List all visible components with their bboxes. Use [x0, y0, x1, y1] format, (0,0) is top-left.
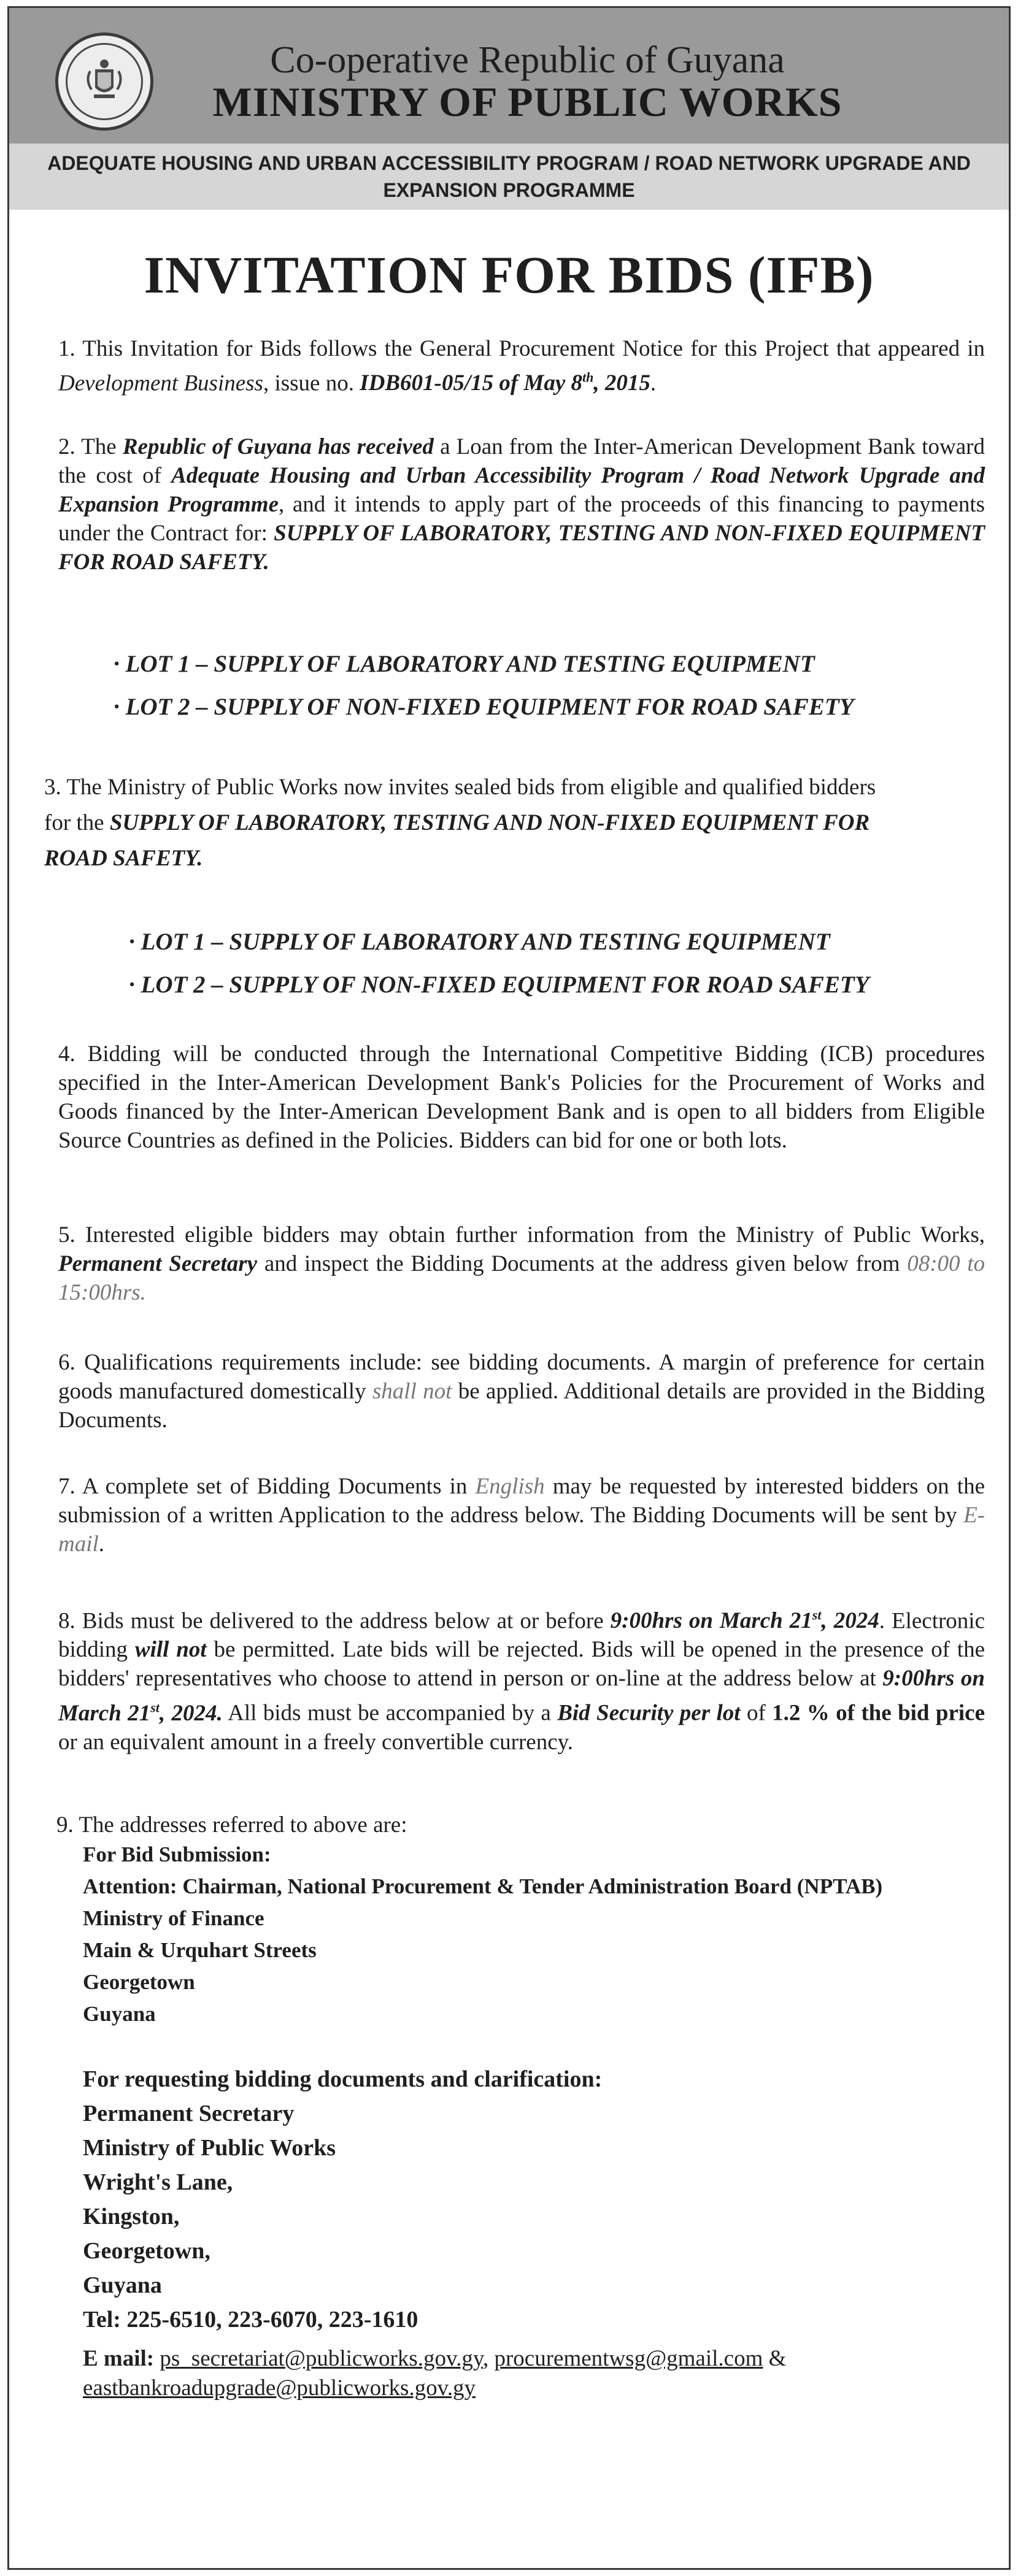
p2-contract: SUPPLY OF LABORATORY, TESTING AND NON-FIXED EQUIPMENT FOR ROAD SAFETY.: [58, 521, 985, 575]
requesting-heading: For requesting bidding documents and clarification:: [83, 2066, 603, 2092]
header: [9, 8, 1009, 144]
p5-emphasis: Permanent Secretary: [58, 1251, 258, 1276]
email-link[interactable]: procurementwsg@gmail.com: [494, 2346, 763, 2371]
submission-heading: For Bid Submission:: [83, 1842, 271, 1866]
p2-program-name: Adequate Housing and Urban Accessibility Program / Road Network Upgrade and Expansion Programme: [58, 463, 985, 517]
email-label: E mail:: [83, 2346, 155, 2371]
lot-1: · LOT 1 – SUPPLY OF LABORATORY AND TESTING EQUIPMENT: [114, 651, 815, 677]
paragraph-4: 4. Bidding will be conducted through the International Competitive Bidding (ICB) procedures specified in the Inter-American Development Bank's Policies for the Procurement of Works and Goods financed by the Inter-American Development Bank and is open to all bidders from Eligible Source Countries as defined in the Policies. Bidders can bid for one or both lots.: [58, 1041, 985, 1153]
paragraph-8: 8. Bids must be delivered to the address below at or before 9:00hrs on March 21st, 2024. Electronic bidding will not be permitted. Late bids will be rejected. Bids will be opened in the presence of the bidders' representatives who choose to attend in person or on-line at the address below at 9:00hrs on March 21st, 2024. All bids must be accompanied by a Bid Security per lot of 1.2 % of the bid price or an equivalent amount in a freely convertible currency.: [58, 1608, 985, 1755]
lot-2: · LOT 2 – SUPPLY OF NON-FIXED EQUIPMENT FOR ROAD SAFETY: [114, 694, 854, 720]
paragraph-6: 6. Qualifications requirements include: see bidding documents. A margin of preference for certain goods manufactured domestically shall not be applied. Additional details are provided in the Bidding Documents.: [58, 1350, 985, 1433]
paragraph-9: 9. The addresses referred to above are:: [56, 1812, 407, 1838]
p2-emphasis: Republic of Guyana has received: [122, 434, 434, 459]
ministry-name: MINISTRY OF PUBLIC WORKS: [212, 79, 843, 125]
address-line: Ministry of Finance: [83, 1906, 264, 1930]
page-title: INVITATION FOR BIDS (IFB): [144, 245, 874, 304]
p8-percent: 1.2 % of the bid price: [772, 1700, 985, 1726]
paragraph-7: 7. A complete set of Bidding Documents in English may be requested by interested bidders on the submission of a written Application to the address below. The Bidding Documents will be sent by E-mail.: [58, 1474, 985, 1557]
address-line: Georgetown,: [83, 2238, 210, 2264]
submission-address: [83, 1839, 882, 2030]
p8-emphasis: will not: [134, 1637, 207, 1663]
p6-emphasis: shall not: [372, 1379, 452, 1404]
address-line: Guyana: [83, 2272, 162, 2298]
requesting-address: [83, 2062, 602, 2337]
p1-text: 1. This Invitation for Bids follows the General Procurement Notice for this Project that appeared in: [58, 336, 985, 361]
address-line: Georgetown: [83, 1970, 195, 1994]
paragraph-5: 5. Interested eligible bidders may obtain further information from the Ministry of Public Works, Permanent Secretary and inspect the Bidding Documents at the address given below from 08:00 to 15:00hrs.: [58, 1222, 985, 1305]
address-line: Ministry of Public Works: [83, 2135, 336, 2161]
address-line: Guyana: [83, 2002, 156, 2026]
p8-opening: 9:00hrs on March 21st, 2024.: [58, 1666, 985, 1726]
p7-email: E-mail: [58, 1503, 985, 1557]
p1-publication: Development Business: [58, 370, 263, 396]
lot-2: · LOT 2 – SUPPLY OF NON-FIXED EQUIPMENT FOR ROAD SAFETY: [129, 972, 870, 998]
p3-contract: SUPPLY OF LABORATORY, TESTING AND NON-FIXED EQUIPMENT FOR ROAD SAFETY.: [44, 810, 870, 871]
program-band: [9, 144, 1009, 210]
address-line: Attention: Chairman, National Procurement & Tender Administration Board (NPTAB): [83, 1874, 883, 1898]
address-line: Wright's Lane,: [83, 2169, 233, 2195]
email-link[interactable]: eastbankroadupgrade@publicworks.gov.gy: [83, 2375, 476, 2401]
republic-name: Co-operative Republic of Guyana: [270, 39, 785, 81]
address-line: Permanent Secretary: [83, 2101, 295, 2126]
paragraph-2: 2. The Republic of Guyana has received a Loan from the Inter-American Development Bank toward the cost of Adequate Housing and Urban Accessibility Program / Road Network Upgrade and Expansion Programme, and it intends to apply part of the proceeds of this financing to payments under the Contract for: SUPPLY OF LABORATORY, TESTING AND NON-FIXED EQUIPMENT FOR ROAD SAFETY.: [58, 434, 985, 575]
email-link[interactable]: ps_secretariat@publicworks.gov.gy: [160, 2346, 483, 2371]
p1-text: .: [650, 370, 657, 396]
program-line-2: EXPANSION PROGRAMME: [383, 179, 635, 201]
p8-deadline: 9:00hrs on March 21st, 2024: [610, 1608, 879, 1634]
paragraph-1: [58, 334, 985, 397]
paragraph-3: 3. The Ministry of Public Works now invites sealed bids from eligible and qualified bidders for the SUPPLY OF LABORATORY, TESTING AND NON-FIXED EQUIPMENT FOR ROAD SAFETY.: [44, 775, 876, 871]
p1-issue: IDB601-05/15 of May 8th, 2015: [360, 370, 650, 396]
address-line: Kingston,: [83, 2204, 180, 2229]
p1-text: , issue no.: [263, 370, 360, 396]
lot-1: · LOT 1 – SUPPLY OF LABORATORY AND TESTING EQUIPMENT: [129, 929, 830, 955]
p7-language: English: [475, 1474, 545, 1499]
address-line: Main & Urquhart Streets: [83, 1938, 317, 1962]
phone-numbers: Tel: 225-6510, 223-6070, 223-1610: [83, 2307, 418, 2333]
email-contacts: E mail: ps_secretariat@publicworks.gov.gy, procurementwsg@gmail.com & eastbankroadupgrade@publicworks.gov.gy: [83, 2346, 787, 2401]
p8-security: Bid Security per lot: [557, 1700, 741, 1726]
program-line-1: ADEQUATE HOUSING AND URBAN ACCESSIBILITY PROGRAM / ROAD NETWORK UPGRADE AND: [47, 152, 971, 174]
p5-hours: 08:00 to 15:00hrs.: [58, 1251, 985, 1305]
